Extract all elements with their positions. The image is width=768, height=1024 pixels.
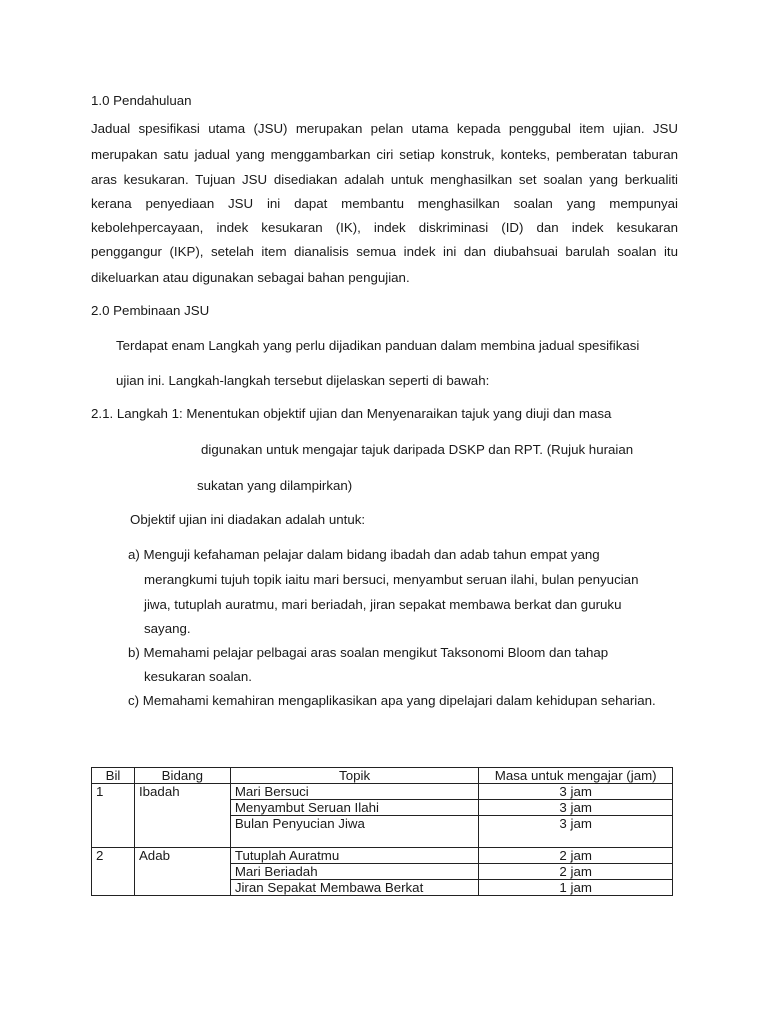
table-row: [92, 784, 673, 800]
cell-masa: 2 jam: [479, 848, 673, 864]
header-masa: Masa untuk mengajar (jam): [479, 768, 673, 784]
intro-line: Terdapat enam Langkah yang perlu dijadikan panduan dalam membina jadual spesifikasi: [116, 338, 640, 353]
objective-a-line: jiwa, tutuplah auratmu, mari beriadah, jiran sepakat membawa berkat dan guruku: [144, 597, 622, 612]
objective-b-line: b) Memahami pelajar pelbagai aras soalan mengikut Taksonomi Bloom dan tahap: [128, 645, 609, 660]
step1-line: 2.1. Langkah 1: Menentukan objektif ujian dan Menyenaraikan tajuk yang diuji dan masa: [91, 406, 612, 421]
paragraph-line: Jadual spesifikasi utama (JSU) merupakan pelan utama kepada penggubal item ujian. JSU: [91, 121, 678, 136]
cell-bil: 1: [92, 784, 135, 848]
objective-c-line: c) Memahami kemahiran mengaplikasikan apa yang dipelajari dalam kehidupan seharian.: [128, 693, 656, 708]
cell-topik: Jiran Sepakat Membawa Berkat: [230, 880, 479, 896]
paragraph-line: merupakan satu jadual yang menggambarkan ciri setiap konstruk, konteks, pemberatan taburan: [91, 147, 678, 162]
paragraph-line: penggangur (IKP), setelah item dianalisis semua indek ini dan diubahsuai barulah soalan itu: [91, 244, 678, 259]
cell-empty: [479, 831, 673, 848]
step1-line: digunakan untuk mengajar tajuk daripada DSKP dan RPT. (Rujuk huraian: [201, 442, 634, 457]
header-bidang: Bidang: [134, 768, 230, 784]
objective-a-line: merangkumi tujuh topik iaitu mari bersuci, menyambut seruan ilahi, bulan penyucian: [144, 572, 639, 587]
cell-bil: 2: [92, 848, 135, 896]
cell-topik: Tutuplah Auratmu: [230, 848, 479, 864]
section-heading-pendahuluan: 1.0 Pendahuluan: [91, 93, 192, 108]
cell-masa: 3 jam: [479, 816, 673, 832]
section-heading-pembinaan: 2.0 Pembinaan JSU: [91, 303, 210, 318]
cell-masa: 3 jam: [479, 800, 673, 816]
jsu-table: [91, 767, 673, 896]
paragraph-line: aras kesukaran. Tujuan JSU disediakan adalah untuk menghasilkan set soalan yang berkualiti: [91, 172, 678, 187]
table-header-row: [92, 768, 673, 784]
step1-line: sukatan yang dilampirkan): [197, 478, 353, 493]
intro-line: ujian ini. Langkah-langkah tersebut dijelaskan seperti di bawah:: [116, 373, 490, 388]
objective-a-line: sayang.: [144, 621, 191, 636]
objective-intro: Objektif ujian ini diadakan adalah untuk:: [130, 512, 366, 527]
cell-bidang: Adab: [134, 848, 230, 896]
paragraph-line: dikeluarkan atau digunakan sebagai bahan pengujian.: [91, 270, 410, 285]
objective-b-line: kesukaran soalan.: [144, 669, 252, 684]
cell-masa: 3 jam: [479, 784, 673, 800]
table-row: [92, 848, 673, 864]
objective-a-line: a) Menguji kefahaman pelajar dalam bidang ibadah dan adab tahun empat yang: [128, 547, 600, 562]
cell-empty: [230, 831, 479, 848]
header-bil: Bil: [92, 768, 135, 784]
cell-topik: Mari Beriadah: [230, 864, 479, 880]
cell-bidang: Ibadah: [134, 784, 230, 848]
cell-topik: Menyambut Seruan Ilahi: [230, 800, 479, 816]
cell-masa: 1 jam: [479, 880, 673, 896]
cell-topik: Mari Bersuci: [230, 784, 479, 800]
paragraph-line: kebolehpercayaan, indek kesukaran (IK), indek diskriminasi (ID) dan indek kesukaran: [91, 220, 678, 235]
header-topik: Topik: [230, 768, 479, 784]
cell-topik: Bulan Penyucian Jiwa: [230, 816, 479, 832]
paragraph-line: kerana penyediaan JSU ini dapat membantu menghasilkan soalan yang mempunyai: [91, 196, 678, 211]
cell-masa: 2 jam: [479, 864, 673, 880]
